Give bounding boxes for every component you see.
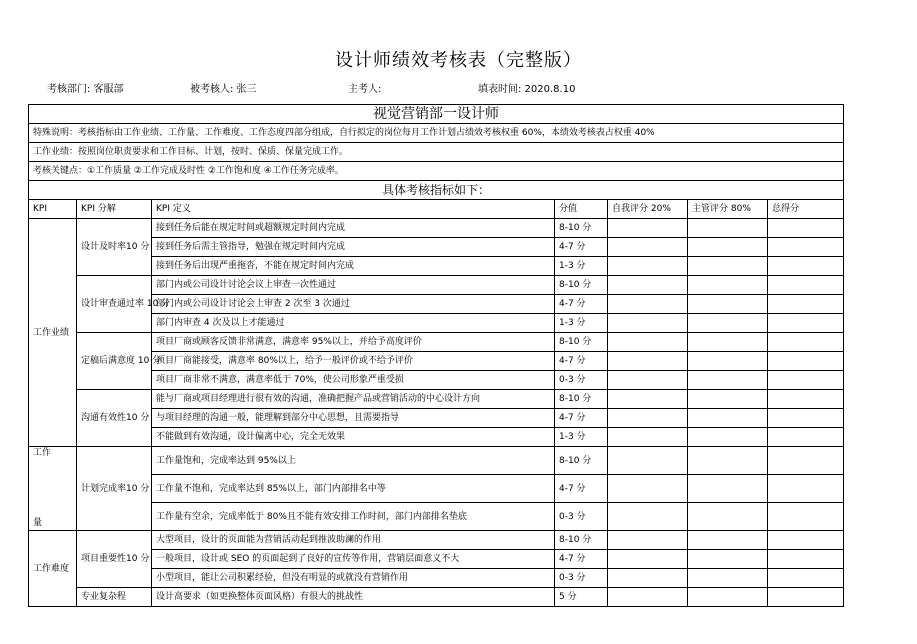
kpi-definition: 与项目经理的沟通一般，能理解到部分中心思想，且需要指导 <box>152 409 555 428</box>
manager-score-cell[interactable] <box>688 588 768 607</box>
note-row <box>29 162 844 181</box>
self-score-cell[interactable] <box>608 238 688 257</box>
total-score-cell[interactable] <box>768 295 844 314</box>
manager-score-cell[interactable] <box>688 295 768 314</box>
self-score-cell[interactable] <box>608 475 688 503</box>
total-score-cell[interactable] <box>768 569 844 588</box>
kpi-definition: 工作量不饱和，完成率达到 85%以上，部门内部排名中等 <box>152 475 555 503</box>
kpi-definition: 不能做到有效沟通，设计偏离中心，完全无效果 <box>152 428 555 447</box>
manager-score-cell[interactable] <box>688 447 768 475</box>
total-score-cell[interactable] <box>768 238 844 257</box>
kpi-group: 项目重要性10 分 <box>77 531 152 588</box>
assessee-label: 被考核人: 张三 <box>190 84 257 95</box>
column-header-row <box>29 200 844 219</box>
table-row <box>29 390 844 409</box>
score-range: 8-10 分 <box>555 531 608 550</box>
total-score-cell[interactable] <box>768 333 844 352</box>
dept-label: 考核部门: 客服部 <box>47 84 124 95</box>
score-range: 8-10 分 <box>555 390 608 409</box>
subheader: 具体考核指标如下： <box>29 181 844 200</box>
score-range: 4-7 分 <box>555 550 608 569</box>
kpi-definition: 工作量有空余，完成率低于 80%且不能有效安排工作时间，部门内部排名垫底 <box>152 503 555 531</box>
self-score-cell[interactable] <box>608 276 688 295</box>
special-note: 特殊说明：考核指标由工作业绩、工作量、工作难度、工作态度四部分组成，自行拟定的岗位每月工作计划占绩效考核权重 60%，本绩效考核表占权重 40% <box>29 124 844 143</box>
self-score-cell[interactable] <box>608 333 688 352</box>
table-row <box>29 569 844 588</box>
self-score-cell[interactable] <box>608 295 688 314</box>
table-row <box>29 475 844 503</box>
section-title-row <box>29 105 844 124</box>
total-score-cell[interactable] <box>768 390 844 409</box>
manager-score-cell[interactable] <box>688 409 768 428</box>
total-score-cell[interactable] <box>768 503 844 531</box>
note-row <box>29 143 844 162</box>
total-score-cell[interactable] <box>768 371 844 390</box>
kpi-definition: 项目厂商或顾客反馈非常满意，满意率 95%以上，并给予高度评价 <box>152 333 555 352</box>
kpi-definition: 一般项目，设计或 SEO 的页面起到了良好的宣传等作用，营销层面意义不大 <box>152 550 555 569</box>
score-range: 0-3 分 <box>555 503 608 531</box>
kpi-definition: 接到任务后需主管指导，勉强在规定时间内完成 <box>152 238 555 257</box>
manager-score-cell[interactable] <box>688 276 768 295</box>
self-score-cell[interactable] <box>608 569 688 588</box>
total-score-cell[interactable] <box>768 352 844 371</box>
manager-score-cell[interactable] <box>688 219 768 238</box>
total-score-cell[interactable] <box>768 314 844 333</box>
total-score-cell[interactable] <box>768 588 844 607</box>
score-range: 8-10 分 <box>555 219 608 238</box>
subheader-row <box>29 181 844 200</box>
self-score-cell[interactable] <box>608 588 688 607</box>
self-score-cell[interactable] <box>608 352 688 371</box>
kpi-group: 设计及时率10 分 <box>77 219 152 276</box>
total-score-cell[interactable] <box>768 447 844 475</box>
manager-score-cell[interactable] <box>688 257 768 276</box>
col-total-score: 总得分 <box>768 200 844 219</box>
table-row <box>29 550 844 569</box>
category-difficulty: 工作难度 <box>29 531 77 607</box>
score-range: 1-3 分 <box>555 314 608 333</box>
manager-score-cell[interactable] <box>688 314 768 333</box>
total-score-cell[interactable] <box>768 257 844 276</box>
score-range: 5 分 <box>555 588 608 607</box>
manager-score-cell[interactable] <box>688 569 768 588</box>
kpi-table <box>28 104 844 607</box>
manager-score-cell[interactable] <box>688 475 768 503</box>
manager-score-cell[interactable] <box>688 531 768 550</box>
kpi-definition: 能与厂商或项目经理进行很有效的沟通，准确把握产品或营销活动的中心设计方向 <box>152 390 555 409</box>
table-row <box>29 257 844 276</box>
score-range: 8-10 分 <box>555 276 608 295</box>
kpi-group: 定稿后满意度 10 分 <box>77 333 152 390</box>
manager-score-cell[interactable] <box>688 238 768 257</box>
col-kpi-breakdown: KPI 分解 <box>77 200 152 219</box>
col-manager-score: 主管评分 80% <box>688 200 768 219</box>
kpi-definition: 部门内或公司设计讨论会上审查 2 次至 3 次通过 <box>152 295 555 314</box>
score-range: 4-7 分 <box>555 409 608 428</box>
score-range: 4-7 分 <box>555 352 608 371</box>
table-row <box>29 333 844 352</box>
manager-score-cell[interactable] <box>688 503 768 531</box>
category-volume: 工作 量 <box>29 447 77 531</box>
total-score-cell[interactable] <box>768 428 844 447</box>
table-row <box>29 503 844 531</box>
assessor-label: 主考人: <box>348 84 382 95</box>
manager-score-cell[interactable] <box>688 390 768 409</box>
table-row <box>29 219 844 238</box>
kpi-definition: 部门内审查 4 次及以上才能通过 <box>152 314 555 333</box>
kpi-group: 设计审查通过率 10 分 <box>77 276 152 333</box>
col-score-range: 分值 <box>555 200 608 219</box>
table-row <box>29 314 844 333</box>
self-score-cell[interactable] <box>608 371 688 390</box>
self-score-cell[interactable] <box>608 503 688 531</box>
page-title: 设计师绩效考核表（完整版） <box>335 50 582 71</box>
self-score-cell[interactable] <box>608 550 688 569</box>
total-score-cell[interactable] <box>768 531 844 550</box>
total-score-cell[interactable] <box>768 550 844 569</box>
manager-score-cell[interactable] <box>688 371 768 390</box>
manager-score-cell[interactable] <box>688 428 768 447</box>
total-score-cell[interactable] <box>768 409 844 428</box>
self-score-cell[interactable] <box>608 447 688 475</box>
kpi-definition: 小型项目，能让公司积累经验，但没有明显的或就没有营销作用 <box>152 569 555 588</box>
kpi-definition: 工作量饱和，完成率达到 95%以上 <box>152 447 555 475</box>
self-score-cell[interactable] <box>608 409 688 428</box>
self-score-cell[interactable] <box>608 314 688 333</box>
table-row <box>29 276 844 295</box>
table-row <box>29 588 844 607</box>
score-range: 0-3 分 <box>555 371 608 390</box>
kpi-group: 沟通有效性10 分 <box>77 390 152 447</box>
kpi-definition: 大型项目，设计的页面能为营销活动起到推波助澜的作用 <box>152 531 555 550</box>
kpi-definition: 项目厂商非常不满意，满意率低于 70%，使公司形象严重受损 <box>152 371 555 390</box>
self-score-cell[interactable] <box>608 390 688 409</box>
score-range: 1-3 分 <box>555 428 608 447</box>
kpi-definition: 项目厂商能接受，满意率 80%以上，给予一般评价或不给予评价 <box>152 352 555 371</box>
kpi-group: 专业复杂程 <box>77 588 152 607</box>
manager-score-cell[interactable] <box>688 333 768 352</box>
total-score-cell[interactable] <box>768 276 844 295</box>
kpi-definition: 设计高要求（如更换整体页面风格）有很大的挑战性 <box>152 588 555 607</box>
score-range: 0-3 分 <box>555 569 608 588</box>
col-kpi: KPI <box>29 200 77 219</box>
table-row <box>29 409 844 428</box>
manager-score-cell[interactable] <box>688 352 768 371</box>
self-score-cell[interactable] <box>608 428 688 447</box>
kpi-group: 计划完成率10 分 <box>77 447 152 531</box>
table-row <box>29 531 844 550</box>
total-score-cell[interactable] <box>768 219 844 238</box>
date-label: 填表时间: 2020.8.10 <box>478 84 576 95</box>
total-score-cell[interactable] <box>768 475 844 503</box>
col-kpi-definition: KPI 定义 <box>152 200 555 219</box>
keypoints-note: 考核关键点：①工作质量 ②工作完成及时性 ②工作饱和度 ④工作任务完成率。 <box>29 162 844 181</box>
score-range: 4-7 分 <box>555 238 608 257</box>
kpi-definition: 部门内或公司设计讨论会议上审查一次性通过 <box>152 276 555 295</box>
kpi-definition: 接到任务后出现严重拖沓，不能在规定时间内完成 <box>152 257 555 276</box>
table-row <box>29 238 844 257</box>
score-range: 8-10 分 <box>555 333 608 352</box>
self-score-cell[interactable] <box>608 531 688 550</box>
score-range: 8-10 分 <box>555 447 608 475</box>
self-score-cell[interactable] <box>608 257 688 276</box>
table-row <box>29 447 844 475</box>
section-title: 视觉营销部一设计师 <box>29 105 844 124</box>
manager-score-cell[interactable] <box>688 550 768 569</box>
note-row <box>29 124 844 143</box>
score-range: 1-3 分 <box>555 257 608 276</box>
performance-note: 工作业绩：按照岗位职责要求和工作目标、计划，按时、保质、保量完成工作。 <box>29 143 844 162</box>
score-range: 4-7 分 <box>555 475 608 503</box>
score-range: 4-7 分 <box>555 295 608 314</box>
category-performance: 工作业绩 <box>29 219 77 447</box>
self-score-cell[interactable] <box>608 219 688 238</box>
col-self-score: 自我评分 20% <box>608 200 688 219</box>
table-row <box>29 428 844 447</box>
table-row <box>29 371 844 390</box>
kpi-definition: 接到任务后能在规定时间或超额规定时间内完成 <box>152 219 555 238</box>
